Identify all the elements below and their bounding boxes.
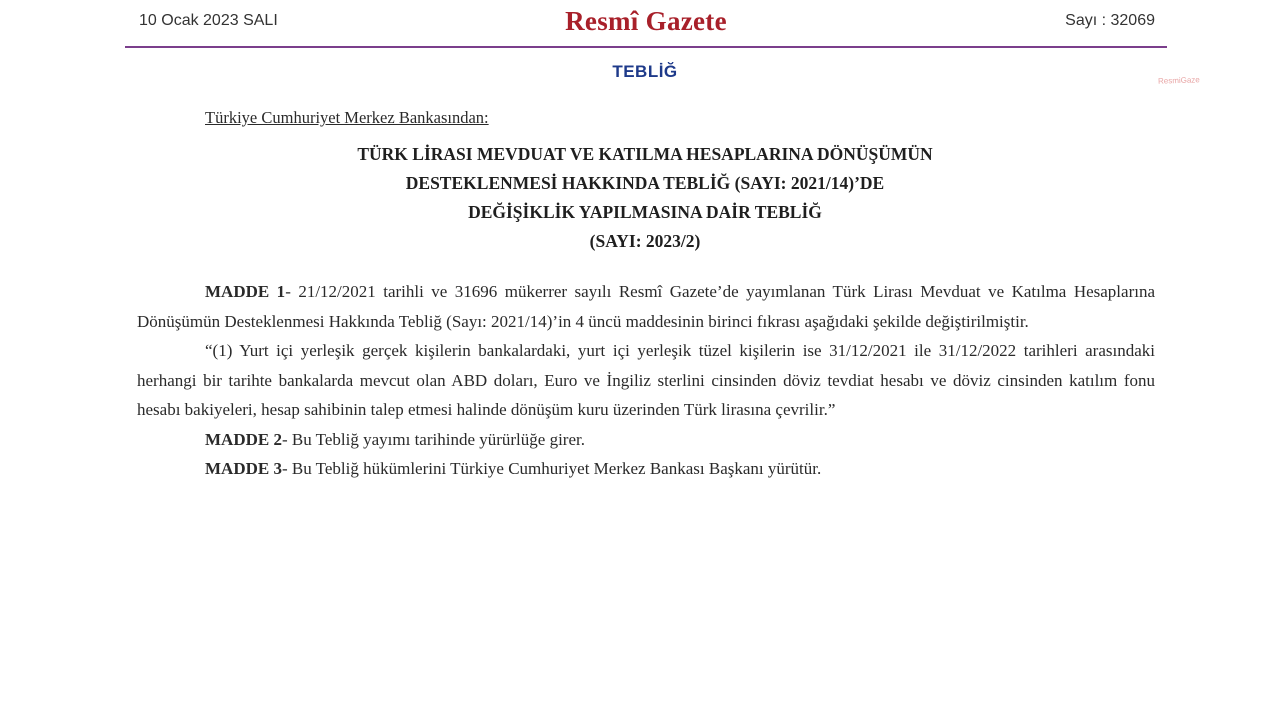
document-title-line: (SAYI: 2023/2) [589,231,701,251]
issue-number: Sayı : 32069 [1065,12,1155,29]
issuer-line: Türkiye Cumhuriyet Merkez Bankasından: [205,108,489,127]
stamp-watermark: ResmiGaze [1157,75,1200,86]
article-text: - Bu Tebliğ yayımı tarihinde yürürlüğe girer. [281,429,585,449]
gazette-title: Resmî Gazete [565,6,727,36]
article-2 [137,425,1155,455]
document-title-line: DEĞİŞİKLİK YAPILMASINA DAİR TEBLİĞ [468,202,822,222]
article-label: MADDE 3 [205,459,282,478]
document-body [137,277,1155,484]
document-title [0,140,1280,256]
article-3 [137,454,1155,484]
quote-text: “(1) Yurt içi yerleşik gerçek kişilerin bankalardaki, yurt içi yerleşik tüzel kişilerin ise 31/12/2021 ile 31/12/2022 tarihleri arasındaki herhangi bir tarihte bankalarda mevcut olan ABD doları, Euro ve İngiliz sterlini cinsinden döviz tevdiat hesabı ve döviz cinsinden katılım fonu hesabı bakiyeleri, hesap sahibinin talep etmesi halinde dönüşüm kuru üzerinden Türk lirasına çevrilir.” [137,341,1155,419]
amended-paragraph-quote [137,336,1155,425]
section-title: TEBLİĞ [612,62,678,81]
article-text: - Bu Tebliğ hükümlerini Türkiye Cumhuriyet Merkez Bankası Başkanı yürütür. [281,459,822,478]
article-label: MADDE 1 [205,282,286,301]
document-title-line: TÜRK LİRASI MEVDUAT VE KATILMA HESAPLARINA DÖNÜŞÜMÜN [357,144,933,164]
article-label: MADDE 2 [205,429,282,449]
gazette-header [125,0,1167,48]
publication-date: 10 Ocak 2023 SALI [139,12,278,29]
article-text: - 21/12/2021 tarihli ve 31696 mükerrer sayılı Resmî Gazete’de yayımlanan Türk Lirası Mevduat ve Katılma Hesaplarına Dönüşümün Desteklenmesi Hakkında Tebliğ (Sayı: 2021/14)’in 4 üncü maddesinin birinci fıkrası aşağıdaki şekilde değiştirilmiştir. [137,282,1156,331]
article-1 [137,277,1155,336]
document-title-line: DESTEKLENMESİ HAKKINDA TEBLİĞ (SAYI: 2021/14)’DE [405,173,885,193]
